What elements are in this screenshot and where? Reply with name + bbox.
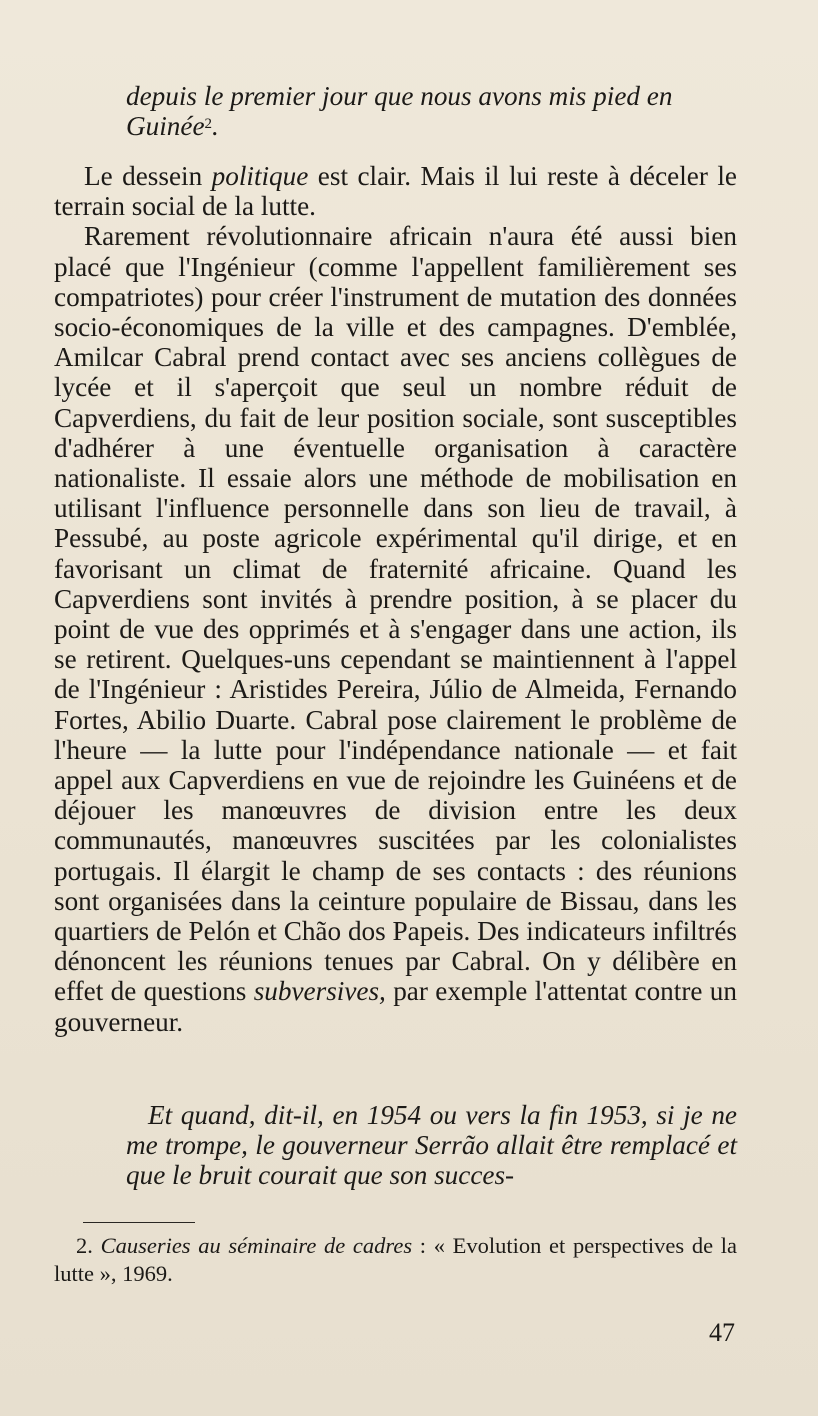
footnote-reference: 2 [204, 116, 213, 133]
paragraph-1-emphasis: politique [211, 161, 309, 191]
closing-quote [126, 1100, 737, 1191]
footnote-number: 2. [76, 1233, 93, 1258]
paragraph-1 [54, 161, 737, 221]
footnote [54, 1232, 737, 1288]
paragraph-2 [54, 221, 737, 1036]
footnote-divider [83, 1222, 195, 1223]
paragraph-1-text-end: est clair. Mais il lui reste à déceler le terrain social de la lutte. [54, 161, 737, 222]
main-text [54, 161, 737, 1037]
paragraph-2-text-end: par exemple l'attentat contre un gouverneur. [54, 976, 737, 1037]
page-number: 47 [709, 1318, 735, 1347]
footnote-text: : « Evolution et perspectives de la lutte », 1969. [54, 1233, 738, 1286]
opening-quote-end: . [212, 111, 219, 142]
opening-quote-text: depuis le premier jour que nous avons mis pied en Guinée [126, 81, 673, 142]
footnote-title: Causeries au séminaire de cadres [100, 1233, 413, 1258]
paragraph-2-text: Rarement révolutionnaire africain n'aura été aussi bien placé que l'Ingénieur (comme l'appellent familièrement ses compatriotes) pour créer l'instrument de mutation des données socio-économiques de la ville et des campagnes. D'emblée, Amilcar Cabral prend contact avec ses anciens collègues de lycée et il s'aperçoit que seul un nombre réduit de Capverdiens, du fait de leur position sociale, sont susceptibles d'adhérer à une éventuelle organisation à caractère nationaliste. Il essaie alors une méthode de mobilisation en utilisant l'influence personnelle dans son lieu de travail, à Pessubé, au poste agricole expérimental qu'il dirige, et en favorisant un climat de fraternité africaine. Quand les Capverdiens sont invités à prendre position, à se placer du point de vue des opprimés et à s'engager dans une action, ils se retirent. Quelques-uns cependant se maintiennent à l'appel de l'Ingénieur : Aristides Pereira, Júlio de Almeida, Fernando Fortes, Abilio Duarte. Cabral pose clairement le problème de l'heure — la lutte pour l'indépendance nationale — et fait appel aux Capverdiens en vue de rejoindre les Guinéens et de déjouer les manœuvres de division entre les deux communautés, manœuvres suscitées par les colonialistes portugais. Il élargit le champ de ses contacts : des réunions sont organisées dans la ceinture populaire de Bissau, dans les quartiers de Pelón et Chão dos Papeis. Des indicateurs infiltrés dénoncent les réunions tenues par Cabral. On y délibère en effet de questions [54, 221, 737, 1007]
paragraph-1-text-start: Le dessein [84, 161, 212, 191]
closing-quote-text: Et quand, dit-il, en 1954 ou vers la fin 1953, si je ne me trompe, le gouverneur Serrão allait être remplacé et que le bruit courait que son succes- [126, 1100, 737, 1191]
paragraph-2-emphasis: subversives, [253, 976, 386, 1007]
opening-quote [126, 81, 737, 141]
footnote-paragraph [54, 1232, 737, 1288]
